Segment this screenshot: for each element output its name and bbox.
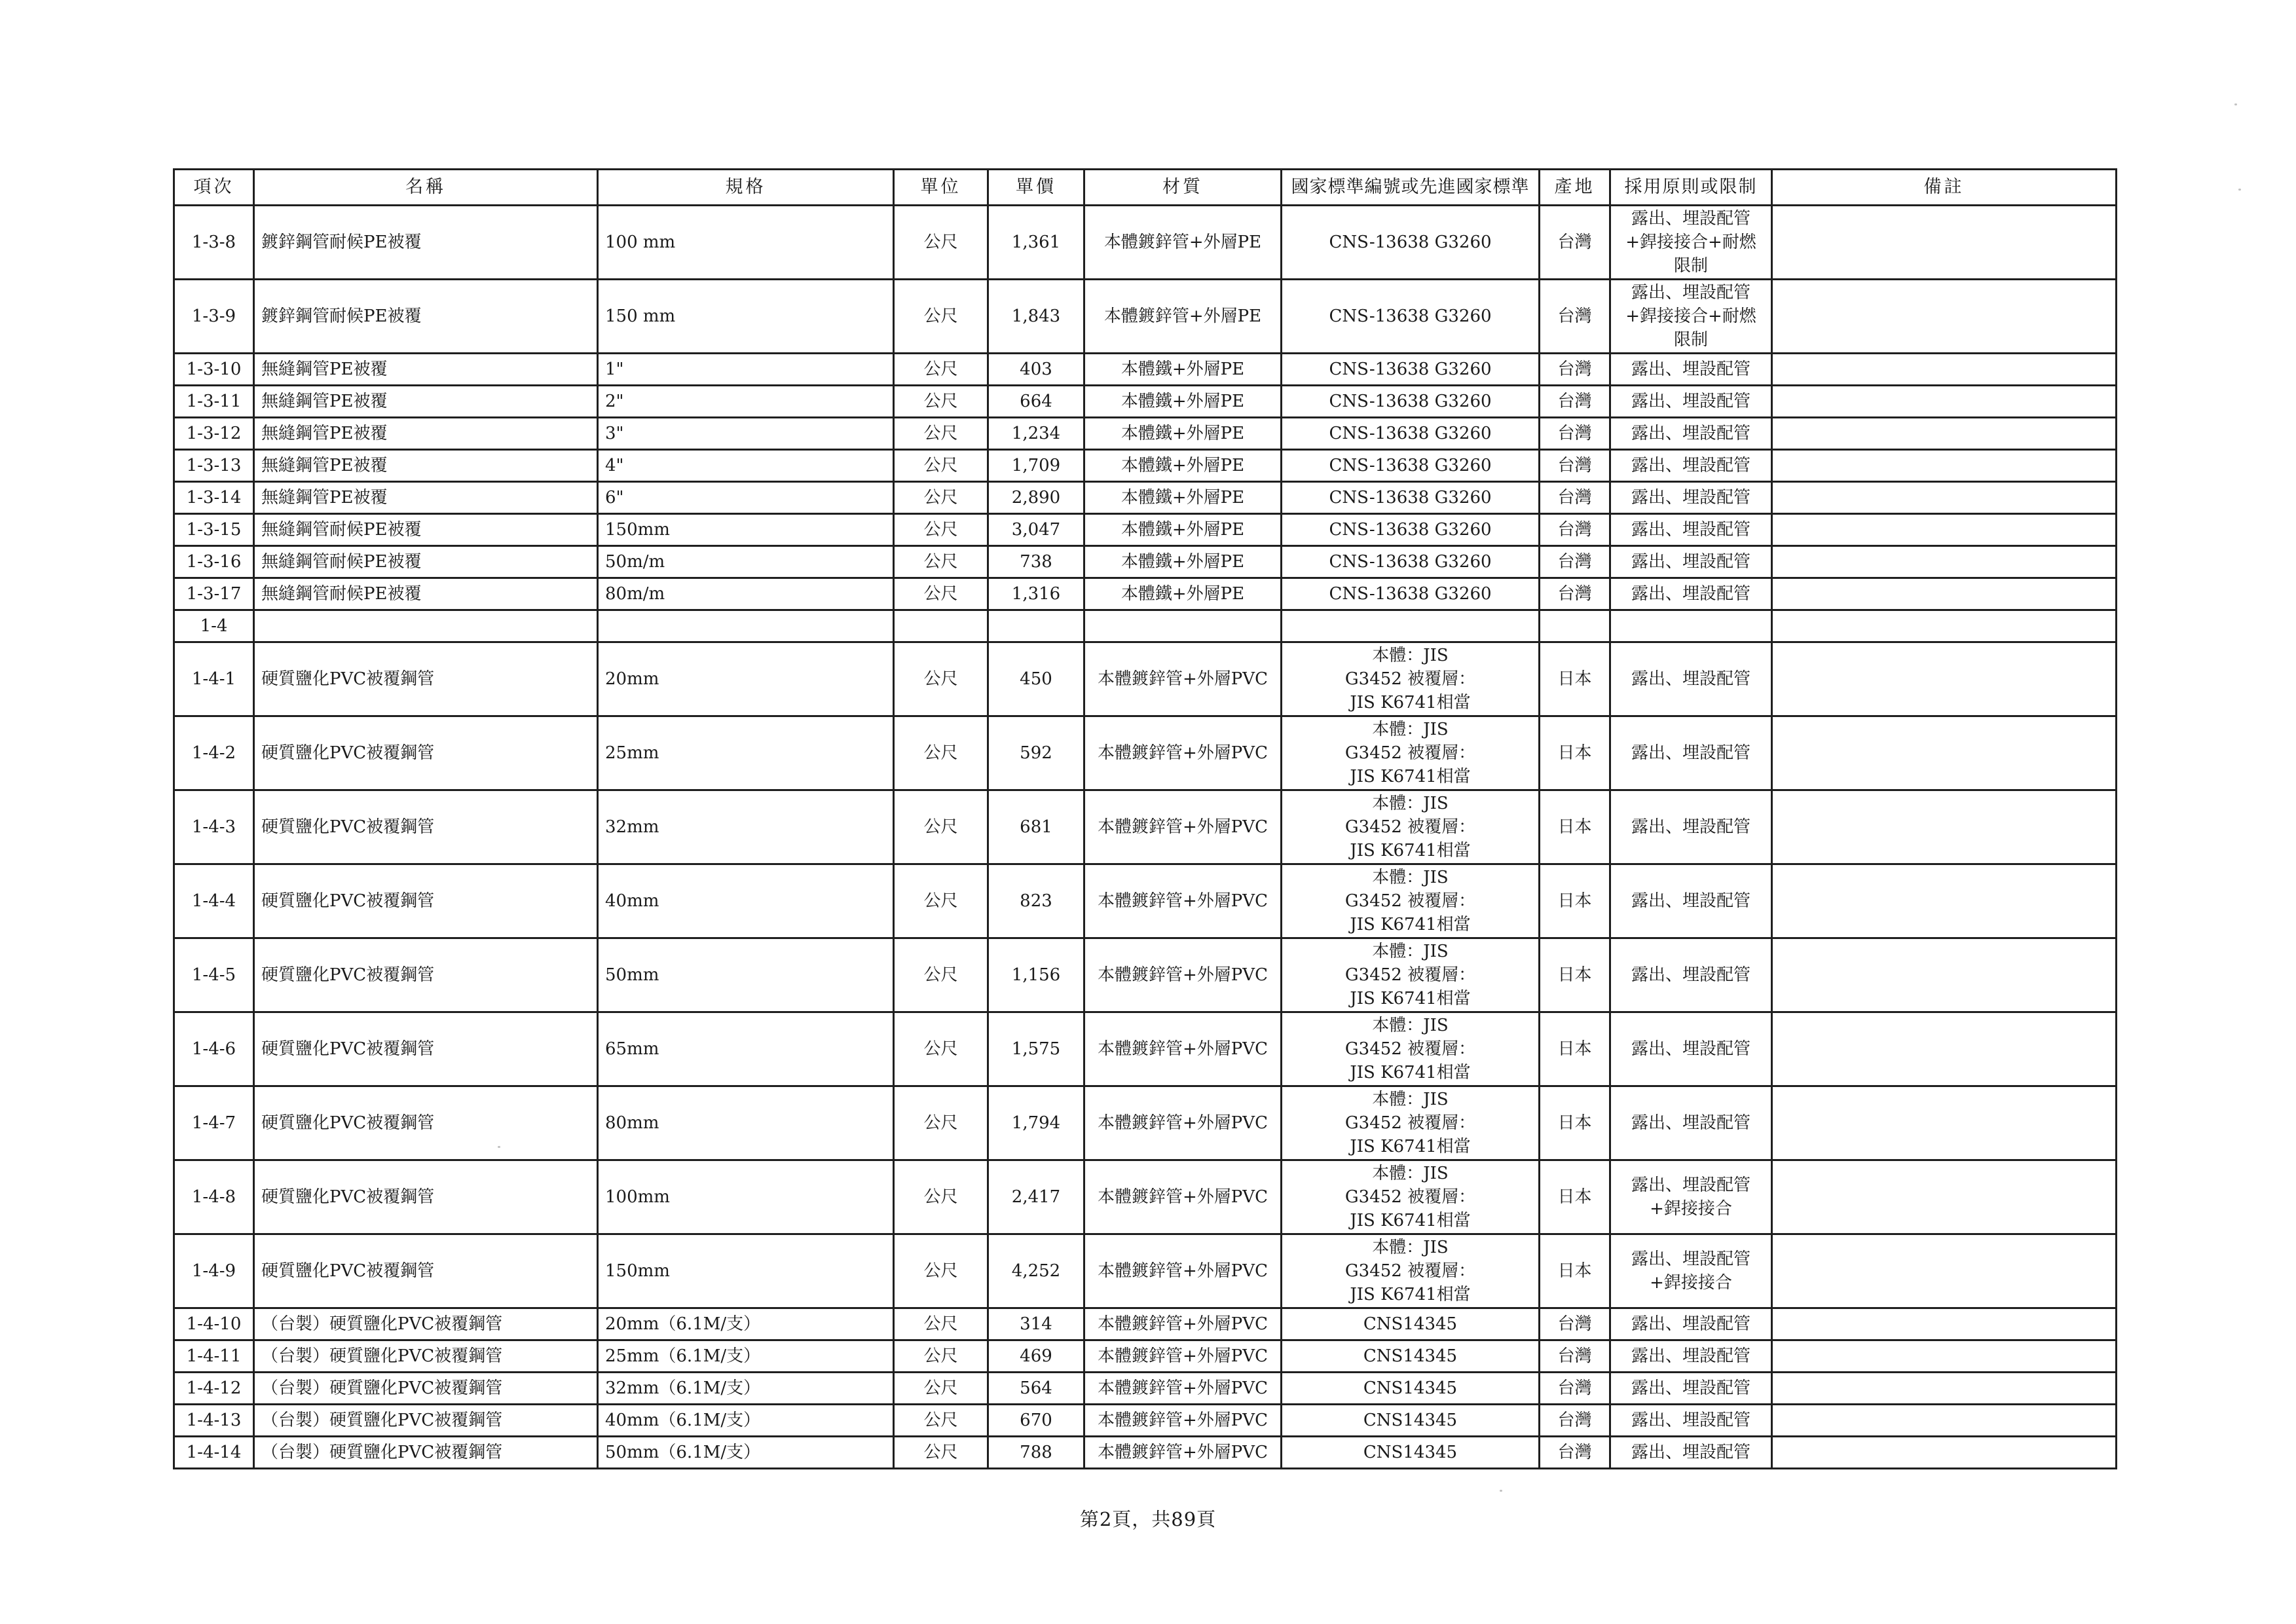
row-price-cell: 1,575 [988, 1012, 1084, 1086]
row-spec-cell: 150mm [598, 1234, 894, 1308]
row-note-cell [1772, 386, 2117, 418]
row-name-cell: 無縫鋼管PE被覆 [254, 482, 598, 514]
row-item-cell: 1-3-17 [174, 578, 254, 610]
row-note-cell [1772, 716, 2117, 790]
row-unit-cell: 公尺 [894, 546, 988, 578]
row-material-cell: 本體鍍鋅管+外層PVC [1084, 1012, 1282, 1086]
row-price-cell: 314 [988, 1308, 1084, 1340]
row-item-cell: 1-4-14 [174, 1437, 254, 1469]
row-item-cell: 1-3-12 [174, 418, 254, 450]
table-row [174, 354, 2117, 386]
row-standard-cell: 本體：JIS G3452 被覆層：JIS K6741相當 [1282, 642, 1540, 716]
row-material-cell: 本體鐵+外層PE [1084, 546, 1282, 578]
table-row [174, 1012, 2117, 1086]
row-item-cell: 1-4-6 [174, 1012, 254, 1086]
row-price-cell: 469 [988, 1340, 1084, 1373]
row-standard-cell: 本體：JIS G3452 被覆層：JIS K6741相當 [1282, 938, 1540, 1012]
row-name-cell: 無縫鋼管PE被覆 [254, 418, 598, 450]
row-item-cell: 1-3-14 [174, 482, 254, 514]
row-item-cell: 1-4-5 [174, 938, 254, 1012]
row-note-cell [1772, 642, 2117, 716]
row-unit-cell [894, 610, 988, 642]
row-principle-cell: 露出、埋設配管+銲接接合 [1610, 1234, 1772, 1308]
row-note-cell [1772, 514, 2117, 546]
row-unit-cell: 公尺 [894, 450, 988, 482]
row-principle-cell: 露出、埋設配管 [1610, 1405, 1772, 1437]
row-standard-cell: CNS14345 [1282, 1373, 1540, 1405]
header-price: 單價 [988, 170, 1084, 206]
row-item-cell: 1-4 [174, 610, 254, 642]
row-principle-cell: 露出、埋設配管 [1610, 514, 1772, 546]
row-name-cell: 硬質鹽化PVC被覆鋼管 [254, 642, 598, 716]
row-principle-cell: 露出、埋設配管 [1610, 938, 1772, 1012]
table-row [174, 864, 2117, 938]
row-origin-cell: 台灣 [1540, 1405, 1610, 1437]
row-price-cell: 592 [988, 716, 1084, 790]
row-spec-cell: 150mm [598, 514, 894, 546]
row-note-cell [1772, 864, 2117, 938]
row-unit-cell: 公尺 [894, 642, 988, 716]
row-name-cell: 鍍鋅鋼管耐候PE被覆 [254, 206, 598, 280]
row-item-cell: 1-3-16 [174, 546, 254, 578]
row-name-cell: 硬質鹽化PVC被覆鋼管 [254, 864, 598, 938]
row-price-cell: 1,234 [988, 418, 1084, 450]
row-principle-cell: 露出、埋設配管 [1610, 716, 1772, 790]
row-spec-cell: 2" [598, 386, 894, 418]
row-price-cell: 1,709 [988, 450, 1084, 482]
row-material-cell: 本體鐵+外層PE [1084, 450, 1282, 482]
row-spec-cell: 1" [598, 354, 894, 386]
row-unit-cell: 公尺 [894, 386, 988, 418]
row-item-cell: 1-3-15 [174, 514, 254, 546]
row-origin-cell: 台灣 [1540, 578, 1610, 610]
row-principle-cell: 露出、埋設配管 [1610, 386, 1772, 418]
row-material-cell: 本體鍍鋅管+外層PVC [1084, 1086, 1282, 1160]
row-spec-cell: 32mm [598, 790, 894, 864]
row-material-cell: 本體鐵+外層PE [1084, 514, 1282, 546]
row-principle-cell: 露出、埋設配管 [1610, 1340, 1772, 1373]
row-name-cell: 無縫鋼管PE被覆 [254, 386, 598, 418]
row-name-cell: （台製）硬質鹽化PVC被覆鋼管 [254, 1437, 598, 1469]
row-note-cell [1772, 1012, 2117, 1086]
row-standard-cell: 本體：JIS G3452 被覆層：JIS K6741相當 [1282, 1160, 1540, 1234]
row-spec-cell: 20mm [598, 642, 894, 716]
row-name-cell: 無縫鋼管耐候PE被覆 [254, 514, 598, 546]
row-origin-cell: 日本 [1540, 1012, 1610, 1086]
row-origin-cell: 台灣 [1540, 546, 1610, 578]
row-unit-cell: 公尺 [894, 716, 988, 790]
row-spec-cell: 20mm（6.1M/支） [598, 1308, 894, 1340]
row-principle-cell: 露出、埋設配管 [1610, 642, 1772, 716]
row-origin-cell: 台灣 [1540, 280, 1610, 354]
table-row [174, 514, 2117, 546]
row-spec-cell: 25mm（6.1M/支） [598, 1340, 894, 1373]
row-spec-cell: 40mm [598, 864, 894, 938]
row-unit-cell: 公尺 [894, 1160, 988, 1234]
row-standard-cell: 本體：JIS G3452 被覆層：JIS K6741相當 [1282, 1012, 1540, 1086]
row-principle-cell: 露出、埋設配管 [1610, 1012, 1772, 1086]
row-standard-cell: CNS-13638 G3260 [1282, 546, 1540, 578]
row-item-cell: 1-3-9 [174, 280, 254, 354]
row-unit-cell: 公尺 [894, 938, 988, 1012]
row-principle-cell: 露出、埋設配管+銲接接合 [1610, 1160, 1772, 1234]
row-principle-cell: 露出、埋設配管 [1610, 546, 1772, 578]
row-standard-cell: 本體：JIS G3452 被覆層：JIS K6741相當 [1282, 1086, 1540, 1160]
table-row [174, 546, 2117, 578]
row-material-cell: 本體鍍鋅管+外層PVC [1084, 1437, 1282, 1469]
table-row [174, 1340, 2117, 1373]
row-unit-cell: 公尺 [894, 1308, 988, 1340]
row-unit-cell: 公尺 [894, 1373, 988, 1405]
row-spec-cell: 80m/m [598, 578, 894, 610]
row-price-cell: 738 [988, 546, 1084, 578]
row-name-cell: （台製）硬質鹽化PVC被覆鋼管 [254, 1308, 598, 1340]
row-spec-cell: 4" [598, 450, 894, 482]
row-unit-cell: 公尺 [894, 1405, 988, 1437]
header-unit: 單位 [894, 170, 988, 206]
row-principle-cell: 露出、埋設配管 [1610, 1373, 1772, 1405]
table-row [174, 280, 2117, 354]
row-material-cell: 本體鍍鋅管+外層PVC [1084, 1405, 1282, 1437]
table-row [174, 938, 2117, 1012]
row-material-cell: 本體鐵+外層PE [1084, 354, 1282, 386]
row-origin-cell: 日本 [1540, 790, 1610, 864]
row-note-cell [1772, 1234, 2117, 1308]
row-name-cell: 硬質鹽化PVC被覆鋼管 [254, 1160, 598, 1234]
row-material-cell: 本體鍍鋅管+外層PVC [1084, 1160, 1282, 1234]
row-item-cell: 1-4-7 [174, 1086, 254, 1160]
row-name-cell [254, 610, 598, 642]
row-price-cell: 4,252 [988, 1234, 1084, 1308]
row-origin-cell [1540, 610, 1610, 642]
row-material-cell: 本體鍍鋅管+外層PVC [1084, 864, 1282, 938]
table-row [174, 610, 2117, 642]
row-price-cell: 1,156 [988, 938, 1084, 1012]
row-standard-cell: 本體：JIS G3452 被覆層：JIS K6741相當 [1282, 790, 1540, 864]
row-name-cell: 硬質鹽化PVC被覆鋼管 [254, 716, 598, 790]
row-note-cell [1772, 1437, 2117, 1469]
row-origin-cell: 台灣 [1540, 514, 1610, 546]
row-origin-cell: 台灣 [1540, 1437, 1610, 1469]
row-note-cell [1772, 1086, 2117, 1160]
row-note-cell [1772, 546, 2117, 578]
row-name-cell: 無縫鋼管耐候PE被覆 [254, 578, 598, 610]
row-origin-cell: 台灣 [1540, 1373, 1610, 1405]
table-row [174, 1437, 2117, 1469]
row-unit-cell: 公尺 [894, 418, 988, 450]
scan-speck [1500, 1490, 1502, 1492]
row-spec-cell: 6" [598, 482, 894, 514]
row-spec-cell [598, 610, 894, 642]
header-spec: 規格 [598, 170, 894, 206]
scan-speck [2234, 103, 2237, 105]
row-name-cell: 無縫鋼管耐候PE被覆 [254, 546, 598, 578]
row-standard-cell: CNS-13638 G3260 [1282, 514, 1540, 546]
table-row [174, 482, 2117, 514]
table-row [174, 790, 2117, 864]
row-item-cell: 1-4-12 [174, 1373, 254, 1405]
row-item-cell: 1-3-10 [174, 354, 254, 386]
row-item-cell: 1-4-13 [174, 1405, 254, 1437]
row-material-cell: 本體鍍鋅管+外層PVC [1084, 1234, 1282, 1308]
row-note-cell [1772, 1340, 2117, 1373]
row-origin-cell: 台灣 [1540, 354, 1610, 386]
table-row [174, 642, 2117, 716]
row-origin-cell: 日本 [1540, 1160, 1610, 1234]
row-origin-cell: 日本 [1540, 864, 1610, 938]
row-principle-cell: 露出、埋設配管 [1610, 418, 1772, 450]
row-price-cell: 664 [988, 386, 1084, 418]
row-spec-cell: 50mm（6.1M/支） [598, 1437, 894, 1469]
table-body [174, 206, 2117, 1469]
row-material-cell: 本體鍍鋅管+外層PVC [1084, 716, 1282, 790]
row-standard-cell: 本體：JIS G3452 被覆層：JIS K6741相當 [1282, 716, 1540, 790]
row-item-cell: 1-3-8 [174, 206, 254, 280]
row-principle-cell: 露出、埋設配管 [1610, 482, 1772, 514]
row-name-cell: 硬質鹽化PVC被覆鋼管 [254, 1234, 598, 1308]
row-principle-cell: 露出、埋設配管 [1610, 864, 1772, 938]
table-row [174, 418, 2117, 450]
table-row [174, 450, 2117, 482]
row-standard-cell: CNS-13638 G3260 [1282, 386, 1540, 418]
row-note-cell [1772, 280, 2117, 354]
row-unit-cell: 公尺 [894, 514, 988, 546]
header-material: 材質 [1084, 170, 1282, 206]
scan-speck [498, 1146, 500, 1148]
table-row [174, 1234, 2117, 1308]
row-unit-cell: 公尺 [894, 790, 988, 864]
row-principle-cell: 露出、埋設配管 [1610, 1086, 1772, 1160]
row-name-cell: 硬質鹽化PVC被覆鋼管 [254, 790, 598, 864]
row-note-cell [1772, 450, 2117, 482]
row-price-cell: 1,794 [988, 1086, 1084, 1160]
row-principle-cell: 露出、埋設配管 [1610, 450, 1772, 482]
row-standard-cell [1282, 610, 1540, 642]
row-standard-cell: CNS-13638 G3260 [1282, 450, 1540, 482]
row-spec-cell: 32mm（6.1M/支） [598, 1373, 894, 1405]
header-origin: 產地 [1540, 170, 1610, 206]
row-item-cell: 1-4-1 [174, 642, 254, 716]
row-spec-cell: 150 mm [598, 280, 894, 354]
row-unit-cell: 公尺 [894, 1012, 988, 1086]
row-material-cell: 本體鍍鋅管+外層PVC [1084, 1340, 1282, 1373]
row-material-cell: 本體鍍鋅管+外層PVC [1084, 1373, 1282, 1405]
row-material-cell: 本體鐵+外層PE [1084, 482, 1282, 514]
row-note-cell [1772, 1160, 2117, 1234]
header-standard: 國家標準編號或先進國家標準 [1282, 170, 1540, 206]
row-name-cell: （台製）硬質鹽化PVC被覆鋼管 [254, 1373, 598, 1405]
row-material-cell: 本體鍍鋅管+外層PE [1084, 280, 1282, 354]
row-material-cell: 本體鍍鋅管+外層PVC [1084, 642, 1282, 716]
row-standard-cell: CNS14345 [1282, 1405, 1540, 1437]
row-material-cell: 本體鐵+外層PE [1084, 418, 1282, 450]
row-origin-cell: 日本 [1540, 642, 1610, 716]
row-price-cell: 788 [988, 1437, 1084, 1469]
price-table [173, 168, 2117, 1469]
row-name-cell: 硬質鹽化PVC被覆鋼管 [254, 1012, 598, 1086]
row-spec-cell: 3" [598, 418, 894, 450]
row-origin-cell: 台灣 [1540, 1308, 1610, 1340]
row-principle-cell: 露出、埋設配管 [1610, 1308, 1772, 1340]
row-origin-cell: 日本 [1540, 716, 1610, 790]
row-note-cell [1772, 482, 2117, 514]
page-number: 第2頁，共89頁 [1079, 1508, 1217, 1530]
row-origin-cell: 台灣 [1540, 206, 1610, 280]
row-unit-cell: 公尺 [894, 578, 988, 610]
row-origin-cell: 日本 [1540, 938, 1610, 1012]
row-material-cell: 本體鍍鋅管+外層PE [1084, 206, 1282, 280]
row-spec-cell: 50m/m [598, 546, 894, 578]
row-principle-cell: 露出、埋設配管+銲接接合+耐燃限制 [1610, 280, 1772, 354]
header-item: 項次 [174, 170, 254, 206]
row-note-cell [1772, 790, 2117, 864]
row-unit-cell: 公尺 [894, 864, 988, 938]
row-name-cell: 鍍鋅鋼管耐候PE被覆 [254, 280, 598, 354]
row-standard-cell: CNS-13638 G3260 [1282, 482, 1540, 514]
row-principle-cell: 露出、埋設配管+銲接接合+耐燃限制 [1610, 206, 1772, 280]
row-item-cell: 1-3-11 [174, 386, 254, 418]
table-row [174, 386, 2117, 418]
row-spec-cell: 80mm [598, 1086, 894, 1160]
table-row [174, 206, 2117, 280]
row-note-cell [1772, 1308, 2117, 1340]
row-standard-cell: CNS14345 [1282, 1308, 1540, 1340]
row-principle-cell: 露出、埋設配管 [1610, 354, 1772, 386]
row-item-cell: 1-4-11 [174, 1340, 254, 1373]
row-unit-cell: 公尺 [894, 280, 988, 354]
row-price-cell: 450 [988, 642, 1084, 716]
row-note-cell [1772, 354, 2117, 386]
row-material-cell: 本體鐵+外層PE [1084, 578, 1282, 610]
row-note-cell [1772, 206, 2117, 280]
row-item-cell: 1-4-4 [174, 864, 254, 938]
row-unit-cell: 公尺 [894, 1340, 988, 1373]
row-price-cell: 670 [988, 1405, 1084, 1437]
row-price-cell: 823 [988, 864, 1084, 938]
row-standard-cell: 本體：JIS G3452 被覆層：JIS K6741相當 [1282, 864, 1540, 938]
row-price-cell: 3,047 [988, 514, 1084, 546]
row-price-cell: 1,316 [988, 578, 1084, 610]
row-principle-cell: 露出、埋設配管 [1610, 790, 1772, 864]
row-material-cell: 本體鍍鋅管+外層PVC [1084, 938, 1282, 1012]
row-unit-cell: 公尺 [894, 482, 988, 514]
row-name-cell: 無縫鋼管PE被覆 [254, 354, 598, 386]
row-standard-cell: CNS-13638 G3260 [1282, 280, 1540, 354]
row-spec-cell: 100 mm [598, 206, 894, 280]
row-name-cell: 硬質鹽化PVC被覆鋼管 [254, 938, 598, 1012]
row-item-cell: 1-4-8 [174, 1160, 254, 1234]
row-unit-cell: 公尺 [894, 1437, 988, 1469]
row-note-cell [1772, 418, 2117, 450]
row-standard-cell: CNS14345 [1282, 1437, 1540, 1469]
row-note-cell [1772, 578, 2117, 610]
table-row [174, 1405, 2117, 1437]
row-price-cell: 564 [988, 1373, 1084, 1405]
row-item-cell: 1-4-9 [174, 1234, 254, 1308]
row-material-cell: 本體鐵+外層PE [1084, 386, 1282, 418]
row-note-cell [1772, 938, 2117, 1012]
row-spec-cell: 65mm [598, 1012, 894, 1086]
row-unit-cell: 公尺 [894, 1086, 988, 1160]
row-standard-cell: CNS-13638 G3260 [1282, 354, 1540, 386]
row-origin-cell: 台灣 [1540, 450, 1610, 482]
row-material-cell: 本體鍍鋅管+外層PVC [1084, 1308, 1282, 1340]
row-price-cell: 2,890 [988, 482, 1084, 514]
row-spec-cell: 40mm（6.1M/支） [598, 1405, 894, 1437]
row-name-cell: 無縫鋼管PE被覆 [254, 450, 598, 482]
row-unit-cell: 公尺 [894, 206, 988, 280]
row-name-cell: 硬質鹽化PVC被覆鋼管 [254, 1086, 598, 1160]
row-unit-cell: 公尺 [894, 1234, 988, 1308]
row-unit-cell: 公尺 [894, 354, 988, 386]
row-note-cell [1772, 1405, 2117, 1437]
header-note: 備註 [1772, 170, 2117, 206]
row-price-cell: 2,417 [988, 1160, 1084, 1234]
row-principle-cell: 露出、埋設配管 [1610, 1437, 1772, 1469]
table-row [174, 1373, 2117, 1405]
table-row [174, 1308, 2117, 1340]
row-standard-cell: CNS-13638 G3260 [1282, 418, 1540, 450]
row-principle-cell [1610, 610, 1772, 642]
table-row [174, 578, 2117, 610]
table-row [174, 716, 2117, 790]
row-price-cell: 403 [988, 354, 1084, 386]
row-item-cell: 1-4-3 [174, 790, 254, 864]
row-price-cell [988, 610, 1084, 642]
row-item-cell: 1-4-2 [174, 716, 254, 790]
row-origin-cell: 日本 [1540, 1234, 1610, 1308]
row-origin-cell: 台灣 [1540, 482, 1610, 514]
row-item-cell: 1-3-13 [174, 450, 254, 482]
row-material-cell [1084, 610, 1282, 642]
row-origin-cell: 台灣 [1540, 386, 1610, 418]
row-material-cell: 本體鍍鋅管+外層PVC [1084, 790, 1282, 864]
table-row [174, 1086, 2117, 1160]
row-origin-cell: 台灣 [1540, 1340, 1610, 1373]
header-name: 名稱 [254, 170, 598, 206]
row-standard-cell: CNS-13638 G3260 [1282, 578, 1540, 610]
header-principle: 採用原則或限制 [1610, 170, 1772, 206]
row-price-cell: 681 [988, 790, 1084, 864]
row-price-cell: 1,361 [988, 206, 1084, 280]
row-standard-cell: 本體：JIS G3452 被覆層：JIS K6741相當 [1282, 1234, 1540, 1308]
row-spec-cell: 25mm [598, 716, 894, 790]
row-price-cell: 1,843 [988, 280, 1084, 354]
row-standard-cell: CNS-13638 G3260 [1282, 206, 1540, 280]
row-spec-cell: 50mm [598, 938, 894, 1012]
row-origin-cell: 日本 [1540, 1086, 1610, 1160]
row-principle-cell: 露出、埋設配管 [1610, 578, 1772, 610]
row-name-cell: （台製）硬質鹽化PVC被覆鋼管 [254, 1340, 598, 1373]
row-spec-cell: 100mm [598, 1160, 894, 1234]
row-standard-cell: CNS14345 [1282, 1340, 1540, 1373]
row-note-cell [1772, 610, 2117, 642]
scan-speck [2238, 189, 2241, 191]
table-header-row [174, 170, 2117, 206]
row-origin-cell: 台灣 [1540, 418, 1610, 450]
row-name-cell: （台製）硬質鹽化PVC被覆鋼管 [254, 1405, 598, 1437]
row-item-cell: 1-4-10 [174, 1308, 254, 1340]
table-row [174, 1160, 2117, 1234]
row-note-cell [1772, 1373, 2117, 1405]
